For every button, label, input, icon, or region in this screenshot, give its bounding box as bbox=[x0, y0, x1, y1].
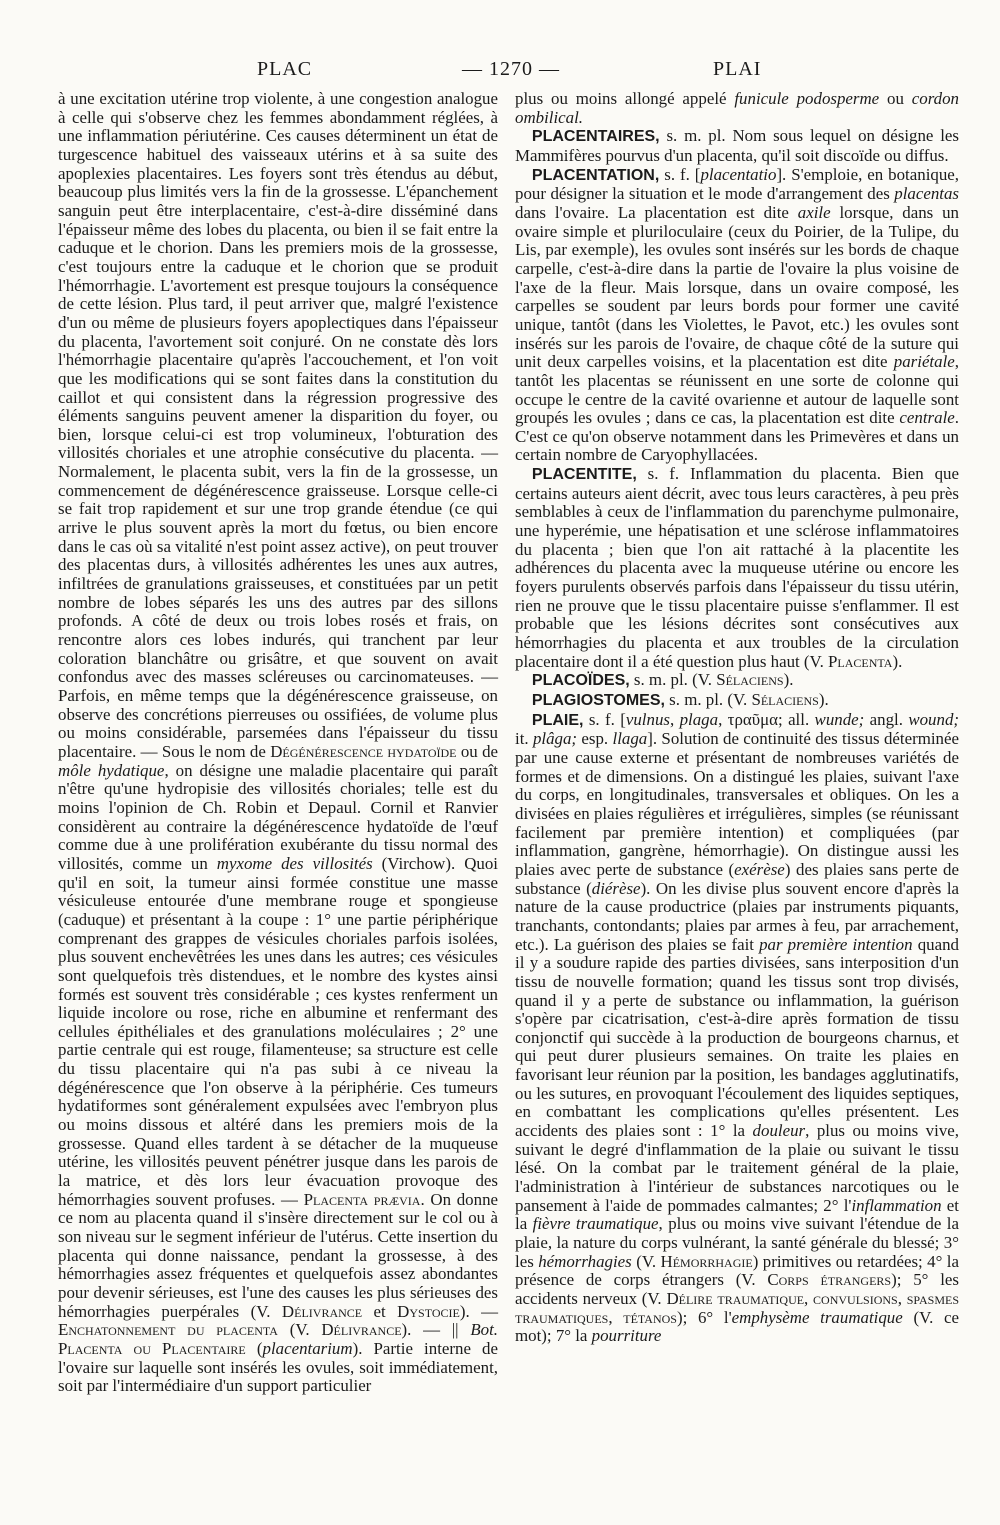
subhead: Dégénérescence hydatoïde bbox=[270, 741, 457, 761]
entry-plaie: PLAIE, s. f. [vulnus, plaga, τραῦμα; all. wunde; angl. wound; it. plâga; esp. llaga]. Solution de continuité des tissus déterminée par une cause externe et présentant de nombreuses variétés de formes et de dimensions. On a distingué les plaies, suivant l'axe du corps, en longitudinales, transversales et obliques. On les a divisées en plaies régulières et irrégulières, simples (se réunissant facilement par première intention) et compliquées (par inflammation, gangrène, hémorrhagie). On distingue aussi les plaies avec perte de substance (exérèse) des plaies sans perte de substance (diérèse). On les divise plus souvent encore d'après la nature de la cause productrice (plaies par instruments piquants, tranchants, contondants; plaies par armes à feu, par arrachement, etc.). La guérison des plaies se fait par première intention quand il y a soudure rapide des parties divisées, sans interposition d'un tissu de nouvelle formation; quand les tissus sont trop divisés, quand il y a perte de substance ou inflammation, la guérison s'opère par cicatrisation, c'est-à-dire après formation de tissu conjonctif qui succède à la production de bourgeons charnus, et qui peut durer plusieurs semaines. On traite les plaies en favorisant leur réunion par la position, les bandages agglutinatifs, ou les sutures, en provoquant l'écoulement des liquides septiques, en combattant les complications qu'elles présentent. Les accidents des plaies sont : 1° la douleur, plus ou moins vive, suivant le degré d'inflammation de la plaie ou suivant le tissu lésé. On la combat par le traitement général de la plaie, l'administration à l'intérieur de substances narcotiques ou le pansement à l'aide de pommades calmantes; 2° l'inflammation et la fièvre traumatique, plus ou moins vive suivant l'étendue de la plaie, la nature du corps vulnérant, la santé générale du blessé; 3° les hémorrhagies (V. Hémorrhagie) primitives ou retardées; 4° la présence de corps étrangers (V. Corps étrangers); 5° les accidents nerveux (V. Délire traumatique, convulsions, spasmes traumatiques, tétanos); 6° l'emphysème traumatique (V. ce mot); 7° la pourriture bbox=[515, 709, 960, 1346]
entry-term: PLAGIOSTOMES, bbox=[531, 692, 665, 709]
subhead: Enchatonnement du placenta bbox=[58, 1320, 278, 1340]
entry-term: PLAIE, bbox=[531, 711, 584, 729]
entry-placentation: PLACENTATION, s. f. [placentatio]. S'emploie, en botanique, pour désigner la situation et le mode d'arrangement des placentas dans l'ovaire. La placentation est dite axile lorsque, dans un ovaire simple et pluriloculaire (ceux du Poirier, de la Tulipe, du Lis, par exemple), les ovules sont insérés sur les bords de chaque carpelle, c'est-à-dire dans la partie de l'ovaire la plus voisine de l'axe de la fleur. Mais lorsque, dans un ovaire composé, les carpelles se soudent par leurs bords pour former une cavité unique, tantôt (dans les Violettes, le Pavot, etc.) les ovules sont insérés sur les parois de l'ovaire, de chaque côté de la suture qui unit deux carpelles voisins, et la placentation est dite pariétale, tantôt les placentas se réunissent en une sorte de colonne qui occupe le centre de la cavité ovarienne et autour de laquelle sont groupés les ovules ; dans ce cas, la placentation est dite centrale. C'est ce qu'on observe notamment dans les Primevères et dans un certain nombre de Caryophyllacées. bbox=[515, 164, 960, 465]
subhead: Placenta prævia bbox=[303, 1189, 421, 1209]
entry-term: PLACENTAIRES, bbox=[531, 128, 660, 146]
running-head-right: PLAI bbox=[713, 58, 762, 80]
page-header bbox=[0, 58, 1000, 88]
right-column bbox=[515, 90, 959, 1346]
entry-placentaires: PLACENTAIRES, s. m. pl. Nom sous lequel on désigne les Mammifères pourvus d'un placenta, qu'il soit discoïde ou diffus. bbox=[515, 126, 959, 165]
entry-continuation: plus ou moins allongé appelé funicule podosperme ou cordon ombilical. bbox=[515, 89, 959, 127]
entry-placoides: PLACOÏDES, s. m. pl. (V. Sélaciens). bbox=[531, 670, 794, 690]
entry-term: PLACOÏDES, bbox=[531, 672, 630, 690]
entry-plagiostomes: PLAGIOSTOMES, s. m. pl. (V. Sélaciens). bbox=[531, 690, 829, 709]
entry-term: PLACENTATION, bbox=[531, 166, 660, 184]
page-number: — 1270 — bbox=[462, 58, 560, 80]
running-head-left: PLAC bbox=[257, 58, 313, 80]
subhead: Placenta ou Placentaire bbox=[58, 1338, 246, 1358]
entry-term: PLACENTITE, bbox=[531, 466, 637, 484]
left-column-text: à une excitation utérine trop violente, à une congestion analogue à celle qui s'observe chez les femmes abondamment réglées, à une inflammation périutérine. Ces causes déterminent un état de turgescence habituel des vaisseaux utérins et à sa suite des apoplexies placentaires. Les foyers sont très étendus au début, beaucoup plus limités vers la fin de la grossesse. L'épanchement sanguin peut être interplacentaire, c'est-à-dire disséminé dans l'épaisseur même des lobes du placenta, ou bien il se fait entre la caduque et le chorion. Dans les premiers mois de la grossesse, c'est toujours entre la caduque et le chorion que se produit l'hémorrhagie. L'avortement est presque toujours la conséquence de cette lésion. Plus tard, il peut arriver que, malgré l'existence d'un ou même de plusieurs foyers apoplectiques dans l'épaisseur du placenta, l'avortement soit conjuré. On ne constate dès lors l'hémorrhagie placentaire qu'après l'accouchement, et l'on voit que les modifications qui se sont faites dans la constitution du caillot et qui consistent dans la régression progressive des éléments sanguins peuvent amener la disparition du foyer, ou bien, lorsque celui-ci est trop volumineux, l'obturation des villosités choriales et une atrophie consécutive du placenta. — Normalement, le placenta subit, vers la fin de la grossesse, un commencement de dégénérescence graisseuse. Lorsque celle-ci se fait trop rapidement et sur une trop grande étendue (ce qui arrive le plus souvent après la mort du fœtus, ou bien encore dans le cas où sa vitalité n'est point assez active), on peut trouver des placentas durs, à villosités adhérentes les unes aux autres, infiltrées de granulations graisseuses, et constituées par un petit nombre de lobes séparés les uns des autres par des sillons profonds. A côté de deux ou trois lobes rosés et frais, on rencontre alors ces lobes indurés, qui tranchent par leur coloration blanchâtre ou grisâtre, et que souvent on avait confondus avec des masses scléreuses ou carcinomateuses. — Parfois, en même temps que la dégénérescence graisseuse, on observe des concrétions pierreuses ou ossifiées, de volume plus ou moins considérable, parsemées dans l'épaisseur du tissu placentaire. — Sous le nom de Dégénérescence hydatoïde ou de môle hydatique, on désigne une maladie placentaire qui paraît n'être qu'une hydropisie des villosités choriales; telle est du moins l'opinion de Ch. Robin et Depaul. Cornil et Ranvier considèrent au contraire la dégénérescence hydatoïde de l'œuf comme due à une prolifération exubérante du tissu normal des villosités, comme un myxome des villosités (Virchow). Quoi qu'il en soit, la tumeur ainsi formée constitue une masse vésiculeuse entourée d'une membrane rouge et spongieuse (caduque) et présentant à la coupe : 1° une partie périphérique comprenant des grappes de vésicules choriales parfois isolées, plus souvent enchevêtrées les unes dans les autres; ces vésicules sont quelquefois très distendues, et le nombre des kystes ainsi formés est souvent très considérable ; ces kystes renferment un liquide incolore ou rose, riche en albumine et renfermant des cellules épithéliales et des granulations moléculaires ; 2° une partie centrale qui est rouge, filamenteuse; sa structure est celle du tissu placentaire qui n'a pas subi à ce niveau la dégénérescence que l'on observe à la périphérie. Ces tumeurs hydatiformes sont généralement expulsées avec l'embryon plus ou moins dissous et altéré dans les premiers mois de la grossesse. Quand elles tardent à se détacher de la muqueuse utérine, les villosités peuvent pénétrer jusque dans les parois de la matrice, et dès lors leur évacuation provoque des hémorrhagies souvent profuses. — Placenta prævia. On donne ce nom au placenta quand il s'insère directement sur le col ou à son niveau sur le segment inférieur de l'utérus. Cette insertion du placenta qui donne naissance, pendant la grossesse, à des hémorrhagies assez fréquentes et quelquefois assez abondantes pour devenir sérieuses, est l'une des causes les plus sérieuses des hémorrhagies puerpérales (V. Délivrance et Dystocie). — Enchatonnement du placenta (V. Délivrance). — || Bot. Placenta ou Placentaire (placentarium). Partie interne de l'ovaire sur laquelle sont insérés les ovules, soit immédiatement, soit par l'intermédiaire d'un support particulier bbox=[58, 89, 499, 1396]
left-column bbox=[58, 90, 498, 1396]
entry-placentite: PLACENTITE, s. f. Inflammation du placenta. Bien que certains auteurs aient décrit, avec tous leurs caractères, à peu près semblables à ceux de l'inflammation du parenchyme pulmonaire, une hyperémie, une hépatisation et une sclérose inflammatoires du placenta ; bien que l'on ait rattaché à la placentite les adhérences du placenta avec la muqueuse utérine ou encore les foyers purulents observés parfois dans l'épaisseur du tissu utérin, rien ne prouve que le tissu placentaire puisse s'enflammer. Il est probable que les lésions décrites sont consécutives aux hémorrhagies du placenta et aux troubles de la circulation placentaire dont il a été question plus haut (V. Placenta). bbox=[515, 464, 959, 671]
